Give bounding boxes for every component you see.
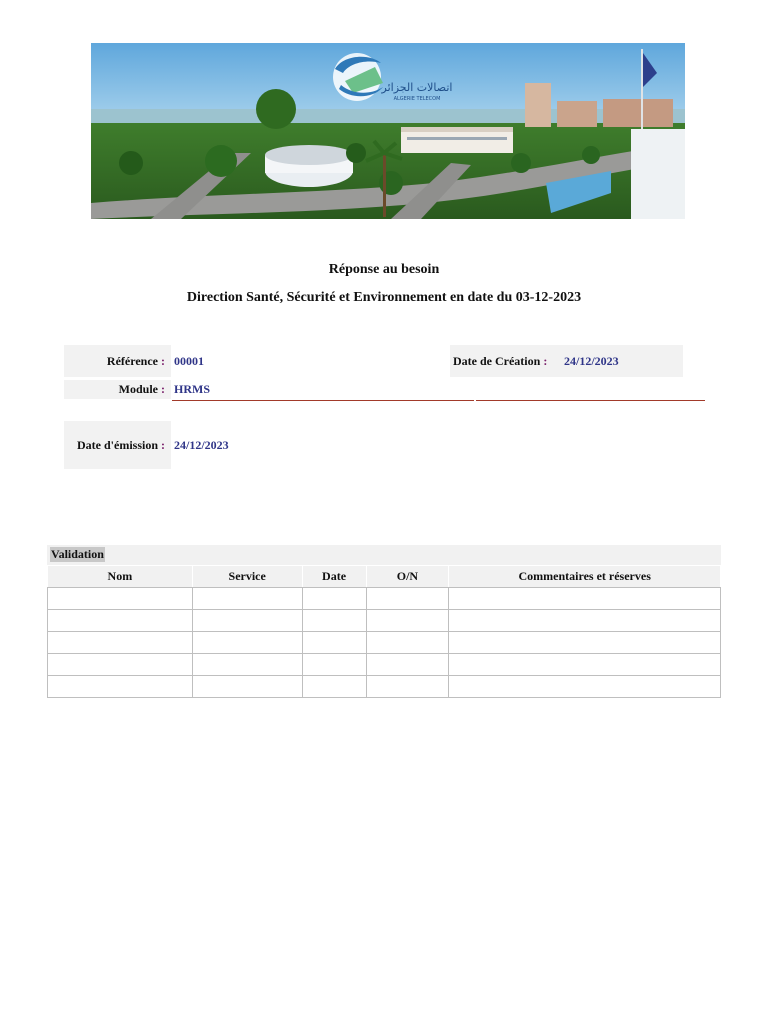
validation-header-bar [47, 545, 721, 565]
table-cell [449, 610, 721, 632]
table-cell [192, 610, 302, 632]
table-cell [302, 610, 366, 632]
column-header-nom: Nom [48, 566, 193, 588]
table-row [48, 654, 721, 676]
reference-colon: : [161, 353, 165, 368]
emission-date-colon: : [161, 437, 165, 452]
table-cell [366, 610, 449, 632]
logo-arabic-text: اتصالات الجزائر [381, 81, 453, 94]
table-cell [449, 654, 721, 676]
module-colon: : [161, 382, 165, 396]
table-cell [449, 632, 721, 654]
table-cell [302, 676, 366, 698]
table-cell [366, 588, 449, 610]
validation-header-row [48, 566, 721, 588]
validation-heading: Validation [51, 547, 104, 561]
creation-date-colon: : [543, 353, 548, 368]
table-cell [366, 676, 449, 698]
reference-label: Référence [106, 353, 158, 368]
header-banner-image [91, 43, 685, 219]
emission-date-label-cell [64, 421, 171, 469]
table-cell [302, 588, 366, 610]
module-value: HRMS [174, 382, 210, 396]
table-cell [192, 588, 302, 610]
table-cell [302, 654, 366, 676]
reference-value: 00001 [174, 353, 204, 368]
table-cell [48, 588, 193, 610]
module-underline-right [476, 400, 705, 401]
table-cell [449, 676, 721, 698]
column-header-date: Date [302, 566, 366, 588]
reference-label-cell [64, 345, 171, 377]
table-row [48, 588, 721, 610]
table-cell [366, 654, 449, 676]
column-header-on: O/N [366, 566, 449, 588]
table-cell [302, 632, 366, 654]
emission-date-value: 24/12/2023 [174, 437, 229, 452]
document-subtitle: Direction Santé, Sécurité et Environnement en date du 03-12-2023 [186, 290, 582, 305]
table-cell [48, 632, 193, 654]
table-row [48, 632, 721, 654]
table-cell [48, 610, 193, 632]
table-cell [192, 654, 302, 676]
creation-date-value: 24/12/2023 [564, 353, 619, 368]
table-row [48, 676, 721, 698]
column-header-commentaires: Commentaires et réserves [449, 566, 721, 588]
document-title: Réponse au besoin [328, 262, 440, 277]
module-label: Module [118, 382, 158, 396]
table-cell [48, 654, 193, 676]
validation-table [47, 565, 721, 698]
module-underline [172, 400, 474, 401]
column-header-service: Service [192, 566, 302, 588]
logo-latin-text: ALGERIE TELECOM [393, 96, 441, 102]
emission-date-label: Date d'émission [77, 437, 158, 452]
table-cell [449, 588, 721, 610]
creation-date-label: Date de Création [453, 353, 541, 368]
campus-photo [91, 43, 685, 219]
table-cell [366, 632, 449, 654]
table-cell [192, 676, 302, 698]
module-label-cell [64, 380, 171, 399]
table-cell [48, 676, 193, 698]
table-row [48, 610, 721, 632]
table-cell [192, 632, 302, 654]
